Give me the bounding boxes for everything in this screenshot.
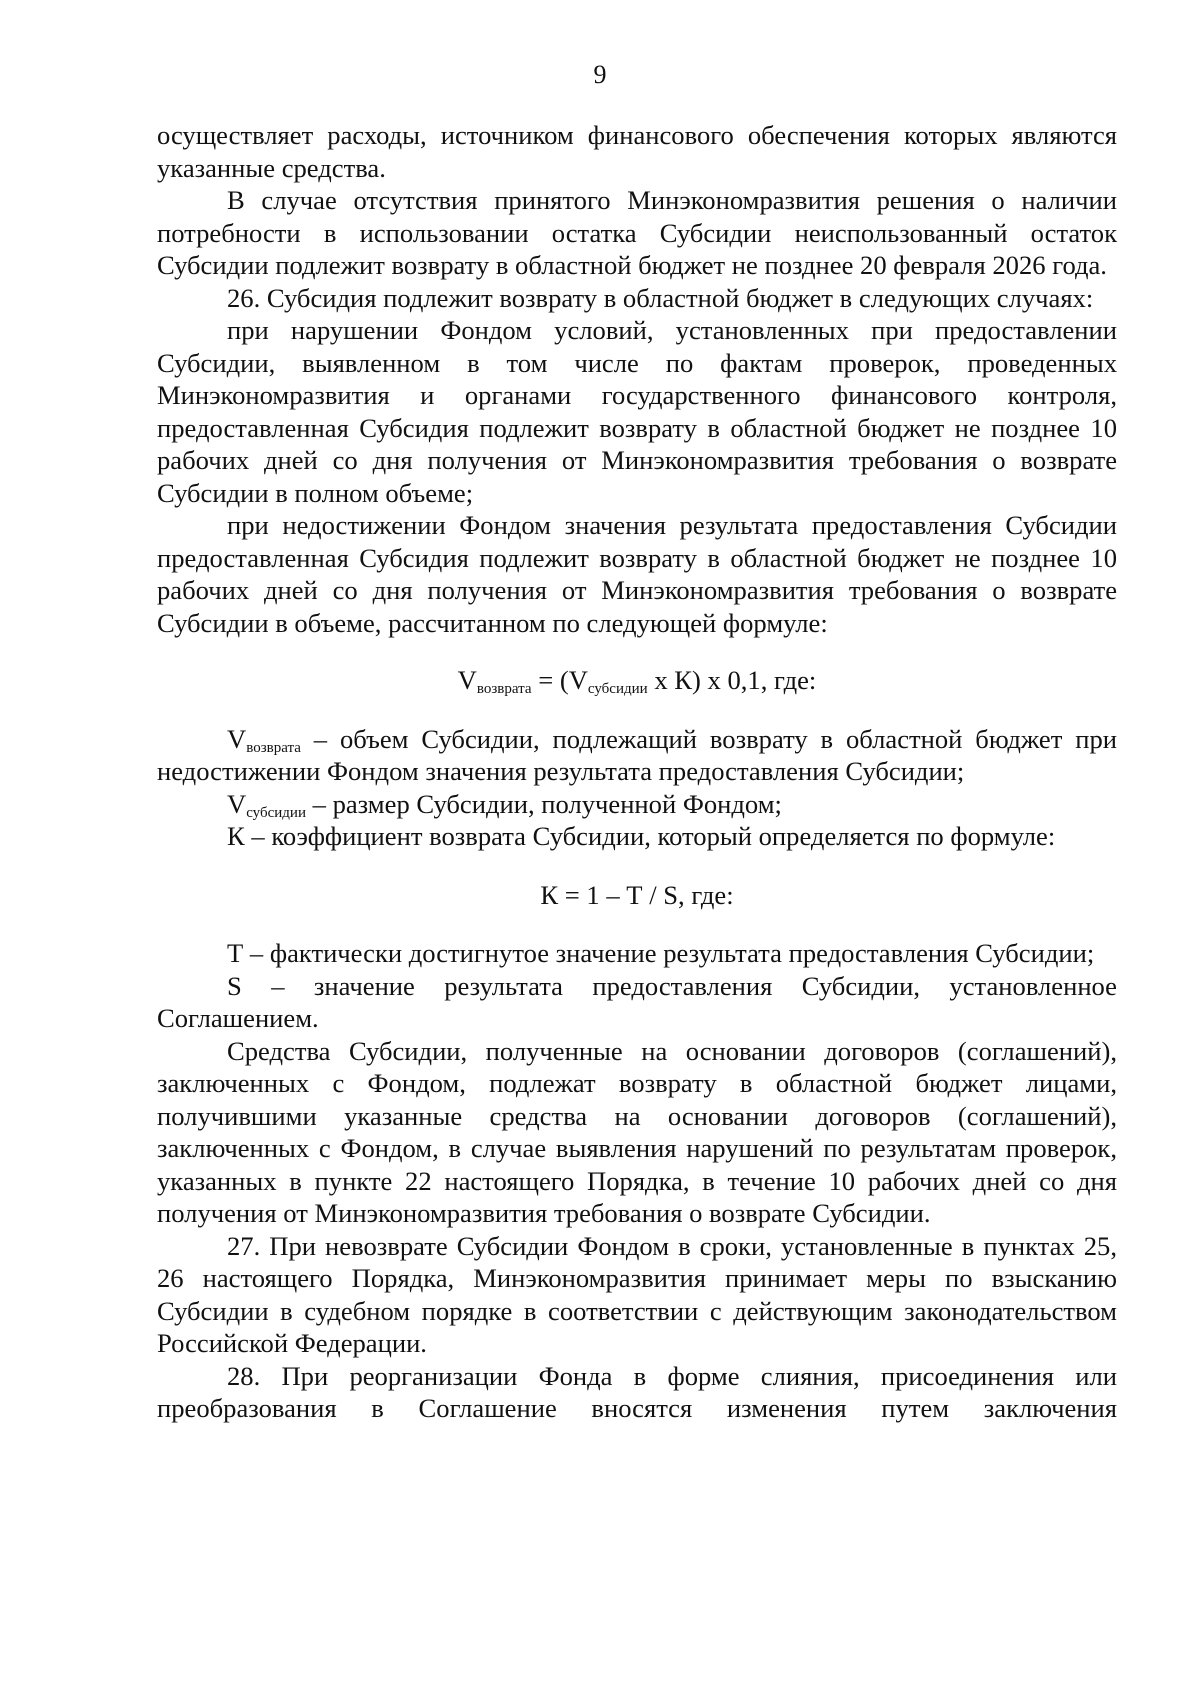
formula-part: x К) x 0,1, где: (647, 665, 817, 695)
formula-var: V (457, 665, 477, 695)
document-body (157, 119, 1117, 1425)
definition-var: V (227, 788, 247, 819)
definition-text: – объем Субсидии, подлежащий возврату в областной бюджет при недостижении Фондом значения результата предоставления Субсидии; (157, 723, 1117, 786)
definition-s: S – значение результата предоставления Субсидии, установленное Соглашением. (157, 970, 1117, 1033)
coefficient-formula: К = 1 – Т / S, где: (540, 879, 734, 910)
definition-text: – размер Субсидии, полученной Фондом; (305, 788, 782, 819)
paragraph: Средства Субсидии, полученные на основании договоров (соглашений), заключенных с Фондом, подлежат возврату в областной бюджет лицами, получившими указанные средства на основании договоров (соглашений), заключенных с Фондом, в случае выявления нарушений по результатам проверок, указанных в пункте 22 настоящего Порядка, в течение 10 рабочих дней со дня получения от Минэкономразвития требования о возврате Субсидии. (157, 1035, 1117, 1228)
definition-v-subsidy (157, 788, 1117, 821)
definition-subscript: возврата (246, 739, 301, 756)
paragraph: при нарушении Фондом условий, установленных при предоставлении Субсидии, выявленном в том числе по фактам проверок, проведенных Минэкономразвития и органами государственного финансового контроля, предоставленная Субсидия подлежит возврату в областной бюджет не позднее 10 рабочих дней со дня получения от Минэкономразвития требования о возврате Субсидии в полном объеме; (157, 315, 1117, 508)
return-volume-formula (157, 664, 1117, 697)
paragraph: осуществляет расходы, источником финансового обеспечения которых являются указанные средства. (157, 120, 1117, 183)
formula-part: = (V (531, 665, 588, 695)
definition-t: Т – фактически достигнутое значение результата предоставления Субсидии; (227, 938, 1095, 968)
definition-k: К – коэффициент возврата Субсидии, который определяется по формуле: (227, 821, 1056, 851)
paragraph-item-28: 28. При реорганизации Фонда в форме слияния, присоединения или преобразования в Соглашение вносятся изменения путем заключения (157, 1360, 1117, 1423)
paragraph: при недостижении Фондом значения результата предоставления Субсидии предоставленная Субсидия подлежит возврату в областной бюджет не позднее 10 рабочих дней со дня получения от Минэкономразвития требования о возврате Субсидии в объеме, рассчитанном по следующей формуле: (157, 510, 1117, 638)
page-number: 9 (593, 60, 607, 89)
paragraph: В случае отсутствия принятого Минэкономразвития решения о наличии потребности в использовании остатка Субсидии неиспользованный остаток Субсидии подлежит возврату в областной бюджет не позднее 20 февраля 2026 года. (157, 185, 1117, 280)
paragraph-item-27: 27. При невозврате Субсидии Фондом в сроки, установленные в пунктах 25, 26 настоящего Порядка, Минэкономразвития принимает меры по взысканию Субсидии в судебном порядке в соответствии с действующим законодательством Российской Федерации. (157, 1230, 1117, 1358)
formula-subscript: возврата (476, 681, 532, 697)
definition-subscript: субсидии (246, 804, 306, 821)
paragraph-item-26: 26. Субсидия подлежит возврату в областной бюджет в следующих случаях: (227, 282, 1094, 313)
formula-subscript: субсидии (587, 681, 648, 697)
definition-var: V (227, 723, 247, 754)
definition-v-return (157, 723, 1117, 788)
